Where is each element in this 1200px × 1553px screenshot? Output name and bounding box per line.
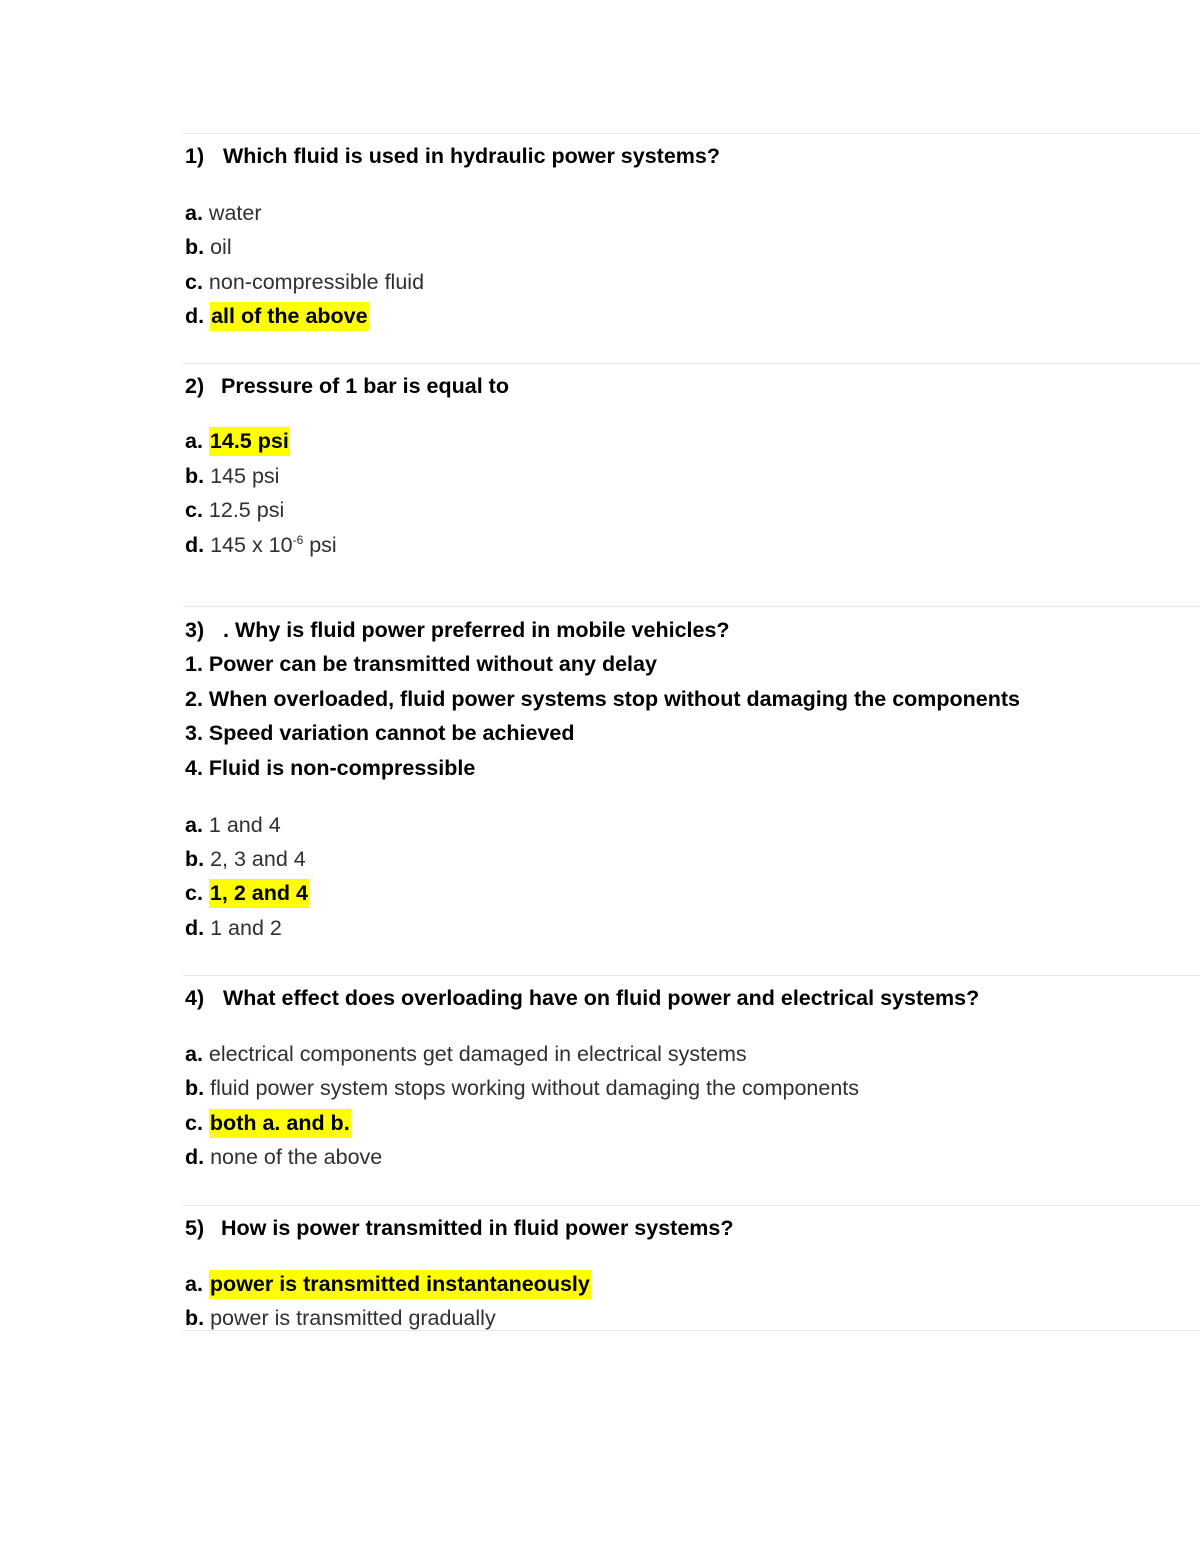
exponent: -6: [292, 533, 304, 547]
question-2-option-a: a. 14.5 psi: [185, 427, 290, 455]
question-3-text: 3) . Why is fluid power preferred in mobile vehicles?: [185, 618, 730, 642]
question-3-option-a: a. 1 and 4: [185, 813, 281, 837]
question-3-option-b: b. 2, 3 and 4: [185, 847, 306, 871]
question-5: [183, 1205, 1200, 1331]
question-1-option-b: b. oil: [185, 235, 232, 259]
question-1-option-a: a. water: [185, 201, 262, 225]
question-4-option-a: a. electrical components get damaged in electrical systems: [185, 1042, 747, 1066]
question-3-option-c: c. 1, 2 and 4: [185, 879, 309, 907]
correct-answer-highlight: 14.5 psi: [209, 427, 290, 456]
question-4-text: 4) What effect does overloading have on fluid power and electrical systems?: [185, 986, 980, 1010]
question-1-text: 1) Which fluid is used in hydraulic power systems?: [185, 144, 720, 168]
correct-answer-highlight: all of the above: [210, 302, 369, 331]
question-5-option-b: b. power is transmitted gradually: [185, 1306, 496, 1330]
question-5-option-a: a. power is transmitted instantaneously: [185, 1270, 591, 1298]
question-3-statement-4: 4. Fluid is non-compressible: [185, 756, 476, 780]
correct-answer-highlight: both a. and b.: [209, 1109, 351, 1138]
correct-answer-highlight: power is transmitted instantaneously: [209, 1270, 591, 1299]
question-2-option-b: b. 145 psi: [185, 464, 280, 488]
question-4-option-d: d. none of the above: [185, 1145, 383, 1169]
question-2: [183, 363, 1200, 606]
question-4: [183, 975, 1200, 1205]
question-2-option-d: d. 145 x $10^{-6}$ psi: [185, 533, 337, 557]
question-3-statement-1: 1. Power can be transmitted without any delay: [185, 652, 657, 676]
question-3-option-d: d. 1 and 2: [185, 916, 282, 940]
question-5-text: 5) How is power transmitted in fluid power systems?: [185, 1216, 734, 1240]
question-3-statement-2: 2. When overloaded, fluid power systems stop without damaging the components: [185, 687, 1021, 711]
question-3: [183, 606, 1200, 975]
question-1: [183, 133, 1200, 363]
question-1-option-d: d. all of the above: [185, 302, 369, 330]
question-2-text: 2) Pressure of 1 bar is equal to: [185, 374, 509, 398]
question-2-option-c: c. 12.5 psi: [185, 498, 285, 522]
question-3-statement-3: 3. Speed variation cannot be achieved: [185, 721, 575, 745]
correct-answer-highlight: 1, 2 and 4: [209, 879, 309, 908]
question-1-option-c: c. non-compressible fluid: [185, 270, 425, 294]
question-4-option-c: c. both a. and b.: [185, 1109, 351, 1137]
question-4-option-b: b. fluid power system stops working without damaging the components: [185, 1076, 860, 1100]
